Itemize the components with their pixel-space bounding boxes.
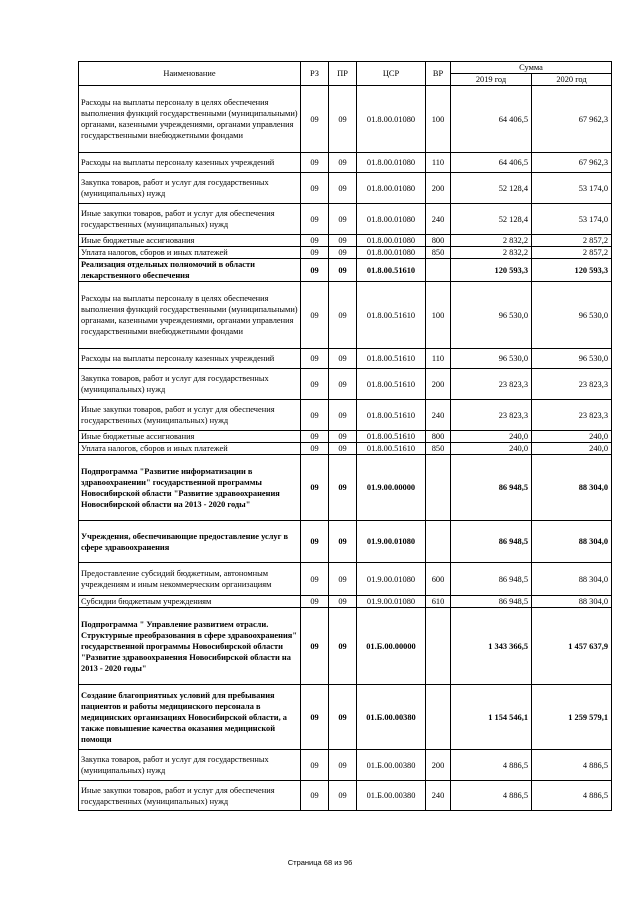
cell-rz: 09 bbox=[301, 153, 329, 173]
cell-name: Предоставление субсидий бюджетным, автономным учреждениям и иным некоммерческим организациям bbox=[79, 563, 301, 596]
cell-rz: 09 bbox=[301, 259, 329, 282]
table-row bbox=[79, 685, 612, 750]
cell-csr: 01.8.00.51610 bbox=[357, 443, 426, 455]
cell-name: Иные закупки товаров, работ и услуг для обеспечения государственных (муниципальных) нужд bbox=[79, 781, 301, 811]
cell-vr: 800 bbox=[426, 431, 451, 443]
table-row bbox=[79, 282, 612, 349]
cell-vr: 110 bbox=[426, 153, 451, 173]
cell-vr: 610 bbox=[426, 596, 451, 608]
cell-s2019: 240,0 bbox=[451, 443, 532, 455]
cell-name: Создание благоприятных условий для пребывания пациентов и работы медицинского персонала в медицинских организациях Новосибирской области, а также повышение качества оказания медицинской помощи bbox=[79, 685, 301, 750]
cell-csr: 01.9.00.01080 bbox=[357, 563, 426, 596]
table-row bbox=[79, 247, 612, 259]
cell-name: Уплата налогов, сборов и иных платежей bbox=[79, 443, 301, 455]
col-header-pr: ПР bbox=[329, 62, 357, 86]
cell-csr: 01.8.00.51610 bbox=[357, 369, 426, 400]
cell-s2020: 240,0 bbox=[532, 431, 612, 443]
cell-s2019: 120 593,3 bbox=[451, 259, 532, 282]
table-row bbox=[79, 431, 612, 443]
cell-rz: 09 bbox=[301, 173, 329, 204]
cell-s2020: 88 304,0 bbox=[532, 521, 612, 563]
cell-s2019: 96 530,0 bbox=[451, 282, 532, 349]
cell-rz: 09 bbox=[301, 455, 329, 521]
cell-csr: 01.8.00.01080 bbox=[357, 153, 426, 173]
cell-s2020: 88 304,0 bbox=[532, 563, 612, 596]
cell-rz: 09 bbox=[301, 521, 329, 563]
cell-pr: 09 bbox=[329, 455, 357, 521]
cell-s2020: 67 962,3 bbox=[532, 153, 612, 173]
cell-pr: 09 bbox=[329, 443, 357, 455]
cell-pr: 09 bbox=[329, 369, 357, 400]
cell-s2019: 2 832,2 bbox=[451, 247, 532, 259]
cell-pr: 09 bbox=[329, 282, 357, 349]
cell-s2020: 240,0 bbox=[532, 443, 612, 455]
cell-s2019: 1 343 366,5 bbox=[451, 608, 532, 685]
cell-rz: 09 bbox=[301, 247, 329, 259]
cell-vr bbox=[426, 455, 451, 521]
cell-pr: 09 bbox=[329, 521, 357, 563]
cell-vr: 100 bbox=[426, 86, 451, 153]
cell-vr: 240 bbox=[426, 400, 451, 431]
cell-name: Закупка товаров, работ и услуг для государственных (муниципальных) нужд bbox=[79, 173, 301, 204]
cell-s2019: 86 948,5 bbox=[451, 455, 532, 521]
cell-pr: 09 bbox=[329, 153, 357, 173]
table-row bbox=[79, 235, 612, 247]
cell-name: Закупка товаров, работ и услуг для государственных (муниципальных) нужд bbox=[79, 369, 301, 400]
cell-s2020: 2 857,2 bbox=[532, 235, 612, 247]
cell-vr: 240 bbox=[426, 204, 451, 235]
cell-rz: 09 bbox=[301, 204, 329, 235]
cell-pr: 09 bbox=[329, 685, 357, 750]
cell-csr: 01.8.00.51610 bbox=[357, 282, 426, 349]
col-header-sum: Сумма bbox=[451, 62, 612, 74]
cell-rz: 09 bbox=[301, 235, 329, 247]
cell-s2019: 86 948,5 bbox=[451, 563, 532, 596]
cell-csr: 01.8.00.51610 bbox=[357, 400, 426, 431]
cell-name: Расходы на выплаты персоналу в целях обеспечения выполнения функций государственными (муниципальными) органами, казенными учреждениями, органами управления государственными внебюджетными фондами bbox=[79, 86, 301, 153]
cell-s2020: 96 530,0 bbox=[532, 282, 612, 349]
cell-name: Иные бюджетные ассигнования bbox=[79, 235, 301, 247]
cell-s2020: 4 886,5 bbox=[532, 750, 612, 781]
cell-s2019: 4 886,5 bbox=[451, 781, 532, 811]
table-row bbox=[79, 781, 612, 811]
cell-vr: 200 bbox=[426, 750, 451, 781]
cell-s2020: 1 457 637,9 bbox=[532, 608, 612, 685]
cell-vr: 800 bbox=[426, 235, 451, 247]
cell-name: Иные бюджетные ассигнования bbox=[79, 431, 301, 443]
cell-csr: 01.8.00.01080 bbox=[357, 235, 426, 247]
cell-s2019: 64 406,5 bbox=[451, 153, 532, 173]
table-row bbox=[79, 563, 612, 596]
cell-pr: 09 bbox=[329, 349, 357, 369]
table-row bbox=[79, 349, 612, 369]
cell-csr: 01.9.00.01080 bbox=[357, 596, 426, 608]
table-row bbox=[79, 259, 612, 282]
col-header-vr: ВР bbox=[426, 62, 451, 86]
cell-pr: 09 bbox=[329, 259, 357, 282]
cell-s2019: 86 948,5 bbox=[451, 521, 532, 563]
cell-pr: 09 bbox=[329, 608, 357, 685]
cell-csr: 01.8.00.51610 bbox=[357, 349, 426, 369]
cell-vr: 200 bbox=[426, 369, 451, 400]
cell-pr: 09 bbox=[329, 400, 357, 431]
cell-name: Иные закупки товаров, работ и услуг для обеспечения государственных (муниципальных) нужд bbox=[79, 400, 301, 431]
cell-vr bbox=[426, 259, 451, 282]
cell-csr: 01.Б.00.00000 bbox=[357, 608, 426, 685]
cell-s2019: 240,0 bbox=[451, 431, 532, 443]
cell-csr: 01.8.00.51610 bbox=[357, 259, 426, 282]
table-header bbox=[79, 62, 612, 86]
table-row bbox=[79, 153, 612, 173]
cell-name: Подпрограмма "Развитие информатизации в здравоохранении" государственной программы Новосибирской области "Развитие здравоохранения Новосибирской области на 2013 - 2020 годы" bbox=[79, 455, 301, 521]
cell-s2019: 4 886,5 bbox=[451, 750, 532, 781]
cell-pr: 09 bbox=[329, 173, 357, 204]
cell-name: Расходы на выплаты персоналу казенных учреждений bbox=[79, 153, 301, 173]
cell-name: Иные закупки товаров, работ и услуг для обеспечения государственных (муниципальных) нужд bbox=[79, 204, 301, 235]
cell-vr: 850 bbox=[426, 443, 451, 455]
budget-table bbox=[78, 61, 612, 811]
cell-vr bbox=[426, 685, 451, 750]
cell-rz: 09 bbox=[301, 563, 329, 596]
cell-rz: 09 bbox=[301, 282, 329, 349]
cell-name: Расходы на выплаты персоналу в целях обеспечения выполнения функций государственными (муниципальными) органами, казенными учреждениями, органами управления государственными внебюджетными фондами bbox=[79, 282, 301, 349]
cell-pr: 09 bbox=[329, 596, 357, 608]
table-row bbox=[79, 173, 612, 204]
cell-csr: 01.8.00.51610 bbox=[357, 431, 426, 443]
cell-csr: 01.8.00.01080 bbox=[357, 247, 426, 259]
cell-s2020: 1 259 579,1 bbox=[532, 685, 612, 750]
cell-name: Подпрограмма " Управление развитием отрасли. Структурные преобразования в сфере здравоохранения" государственной программы Новосибирской области "Развитие здравоохранения Новосибирской области на 2013 - 2020 годы" bbox=[79, 608, 301, 685]
cell-s2019: 1 154 546,1 bbox=[451, 685, 532, 750]
cell-s2019: 52 128,4 bbox=[451, 173, 532, 204]
cell-csr: 01.8.00.01080 bbox=[357, 86, 426, 153]
cell-pr: 09 bbox=[329, 781, 357, 811]
cell-csr: 01.Б.00.00380 bbox=[357, 685, 426, 750]
col-header-rz: РЗ bbox=[301, 62, 329, 86]
cell-name: Закупка товаров, работ и услуг для государственных (муниципальных) нужд bbox=[79, 750, 301, 781]
cell-pr: 09 bbox=[329, 247, 357, 259]
cell-csr: 01.8.00.01080 bbox=[357, 173, 426, 204]
table-row bbox=[79, 369, 612, 400]
col-header-name: Наименование bbox=[79, 62, 301, 86]
cell-csr: 01.8.00.01080 bbox=[357, 204, 426, 235]
cell-pr: 09 bbox=[329, 86, 357, 153]
cell-pr: 09 bbox=[329, 563, 357, 596]
cell-csr: 01.9.00.00000 bbox=[357, 455, 426, 521]
cell-rz: 09 bbox=[301, 86, 329, 153]
table-row bbox=[79, 596, 612, 608]
cell-s2020: 88 304,0 bbox=[532, 455, 612, 521]
table-row bbox=[79, 204, 612, 235]
col-header-csr: ЦСР bbox=[357, 62, 426, 86]
cell-name: Уплата налогов, сборов и иных платежей bbox=[79, 247, 301, 259]
cell-s2020: 53 174,0 bbox=[532, 173, 612, 204]
cell-s2020: 23 823,3 bbox=[532, 369, 612, 400]
cell-rz: 09 bbox=[301, 608, 329, 685]
cell-s2019: 52 128,4 bbox=[451, 204, 532, 235]
cell-vr: 240 bbox=[426, 781, 451, 811]
cell-csr: 01.9.00.01080 bbox=[357, 521, 426, 563]
cell-vr bbox=[426, 521, 451, 563]
cell-s2020: 120 593,3 bbox=[532, 259, 612, 282]
cell-rz: 09 bbox=[301, 596, 329, 608]
cell-pr: 09 bbox=[329, 204, 357, 235]
cell-vr: 600 bbox=[426, 563, 451, 596]
cell-rz: 09 bbox=[301, 685, 329, 750]
table-row bbox=[79, 86, 612, 153]
cell-vr: 110 bbox=[426, 349, 451, 369]
cell-s2020: 67 962,3 bbox=[532, 86, 612, 153]
cell-s2019: 23 823,3 bbox=[451, 400, 532, 431]
cell-s2020: 53 174,0 bbox=[532, 204, 612, 235]
cell-name: Реализация отдельных полномочий в области лекарственного обеспечения bbox=[79, 259, 301, 282]
cell-s2020: 88 304,0 bbox=[532, 596, 612, 608]
cell-vr: 850 bbox=[426, 247, 451, 259]
table-row bbox=[79, 521, 612, 563]
cell-vr: 200 bbox=[426, 173, 451, 204]
cell-pr: 09 bbox=[329, 235, 357, 247]
cell-pr: 09 bbox=[329, 431, 357, 443]
cell-rz: 09 bbox=[301, 349, 329, 369]
col-header-2020: 2020 год bbox=[532, 74, 612, 86]
cell-s2019: 23 823,3 bbox=[451, 369, 532, 400]
cell-rz: 09 bbox=[301, 400, 329, 431]
cell-rz: 09 bbox=[301, 750, 329, 781]
table-row bbox=[79, 400, 612, 431]
cell-s2019: 86 948,5 bbox=[451, 596, 532, 608]
table-row bbox=[79, 750, 612, 781]
cell-vr: 100 bbox=[426, 282, 451, 349]
cell-s2019: 64 406,5 bbox=[451, 86, 532, 153]
cell-pr: 09 bbox=[329, 750, 357, 781]
cell-csr: 01.Б.00.00380 bbox=[357, 781, 426, 811]
table-row bbox=[79, 608, 612, 685]
cell-vr bbox=[426, 608, 451, 685]
col-header-2019: 2019 год bbox=[451, 74, 532, 86]
page-number: Страница 68 из 96 bbox=[287, 858, 353, 867]
cell-s2020: 2 857,2 bbox=[532, 247, 612, 259]
cell-rz: 09 bbox=[301, 431, 329, 443]
cell-rz: 09 bbox=[301, 443, 329, 455]
cell-s2020: 4 886,5 bbox=[532, 781, 612, 811]
table-row bbox=[79, 443, 612, 455]
cell-name: Расходы на выплаты персоналу казенных учреждений bbox=[79, 349, 301, 369]
cell-rz: 09 bbox=[301, 781, 329, 811]
cell-s2019: 2 832,2 bbox=[451, 235, 532, 247]
table-row bbox=[79, 455, 612, 521]
cell-s2020: 23 823,3 bbox=[532, 400, 612, 431]
cell-rz: 09 bbox=[301, 369, 329, 400]
cell-csr: 01.Б.00.00380 bbox=[357, 750, 426, 781]
table-body bbox=[79, 86, 612, 811]
cell-s2019: 96 530,0 bbox=[451, 349, 532, 369]
cell-name: Субсидии бюджетным учреждениям bbox=[79, 596, 301, 608]
cell-s2020: 96 530,0 bbox=[532, 349, 612, 369]
cell-name: Учреждения, обеспечивающие предоставление услуг в сфере здравоохранения bbox=[79, 521, 301, 563]
